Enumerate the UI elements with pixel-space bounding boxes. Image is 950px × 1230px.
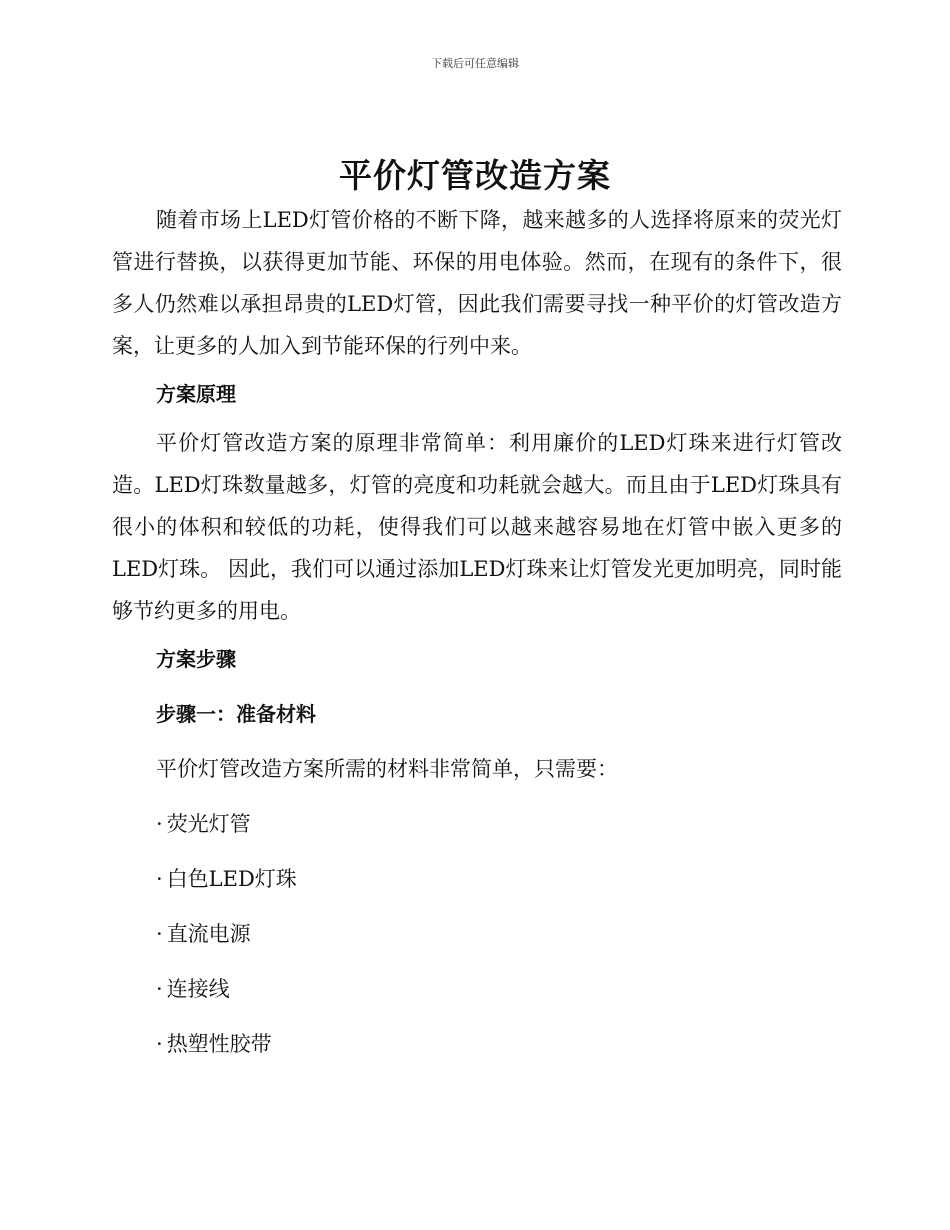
bullet: · [156,867,163,891]
list-item [112,852,842,907]
principle-heading: 方案原理 [156,382,236,406]
intro-paragraph: 随着市场上LED灯管价格的不断下降，越来越多的人选择将原来的荧光灯管进行替换，以获得更加节能、环保的用电体验。然而，在现有的条件下，很多人仍然难以承担昂贵的LED灯管，因此我们需要寻找一种平价的灯管改造方案，让更多的人加入到节能环保的行列中来。 [112,208,842,358]
bullet: · [156,922,163,946]
step-one-intro: 平价灯管改造方案所需的材料非常简单，只需要： [156,757,618,781]
material-text: 直流电源 [166,922,251,946]
bullet: · [156,1032,163,1056]
materials-list [112,797,842,1072]
steps-heading: 方案步骤 [156,647,236,671]
bullet: · [156,977,163,1001]
principle-paragraph: 平价灯管改造方案的原理非常简单：利用廉价的LED灯珠来进行灯管改造。LED灯珠数量越多，灯管的亮度和功耗就会越大。而且由于LED灯珠具有很小的体积和较低的功耗，使得我们可以越来越容易地在灯管中嵌入更多的LED灯珠。 因此，我们可以通过添加LED灯珠来让灯管发光更加明亮，同时能够节约更多的用电。 [112,431,842,623]
material-text: 白色LED灯珠 [166,867,297,891]
step-one-heading: 步骤一：准备材料 [156,702,316,726]
material-text: 热塑性胶带 [166,1032,272,1056]
bullet: · [156,812,163,836]
list-item [112,1017,842,1072]
material-text: 荧光灯管 [166,812,251,836]
header-note: 下载后可任意编辑 [431,57,519,70]
list-item [112,907,842,962]
list-item [112,797,842,852]
material-text: 连接线 [166,977,230,1001]
list-item [112,962,842,1017]
document-content [112,199,842,1072]
document-title: 平价灯管改造方案 [339,156,611,195]
